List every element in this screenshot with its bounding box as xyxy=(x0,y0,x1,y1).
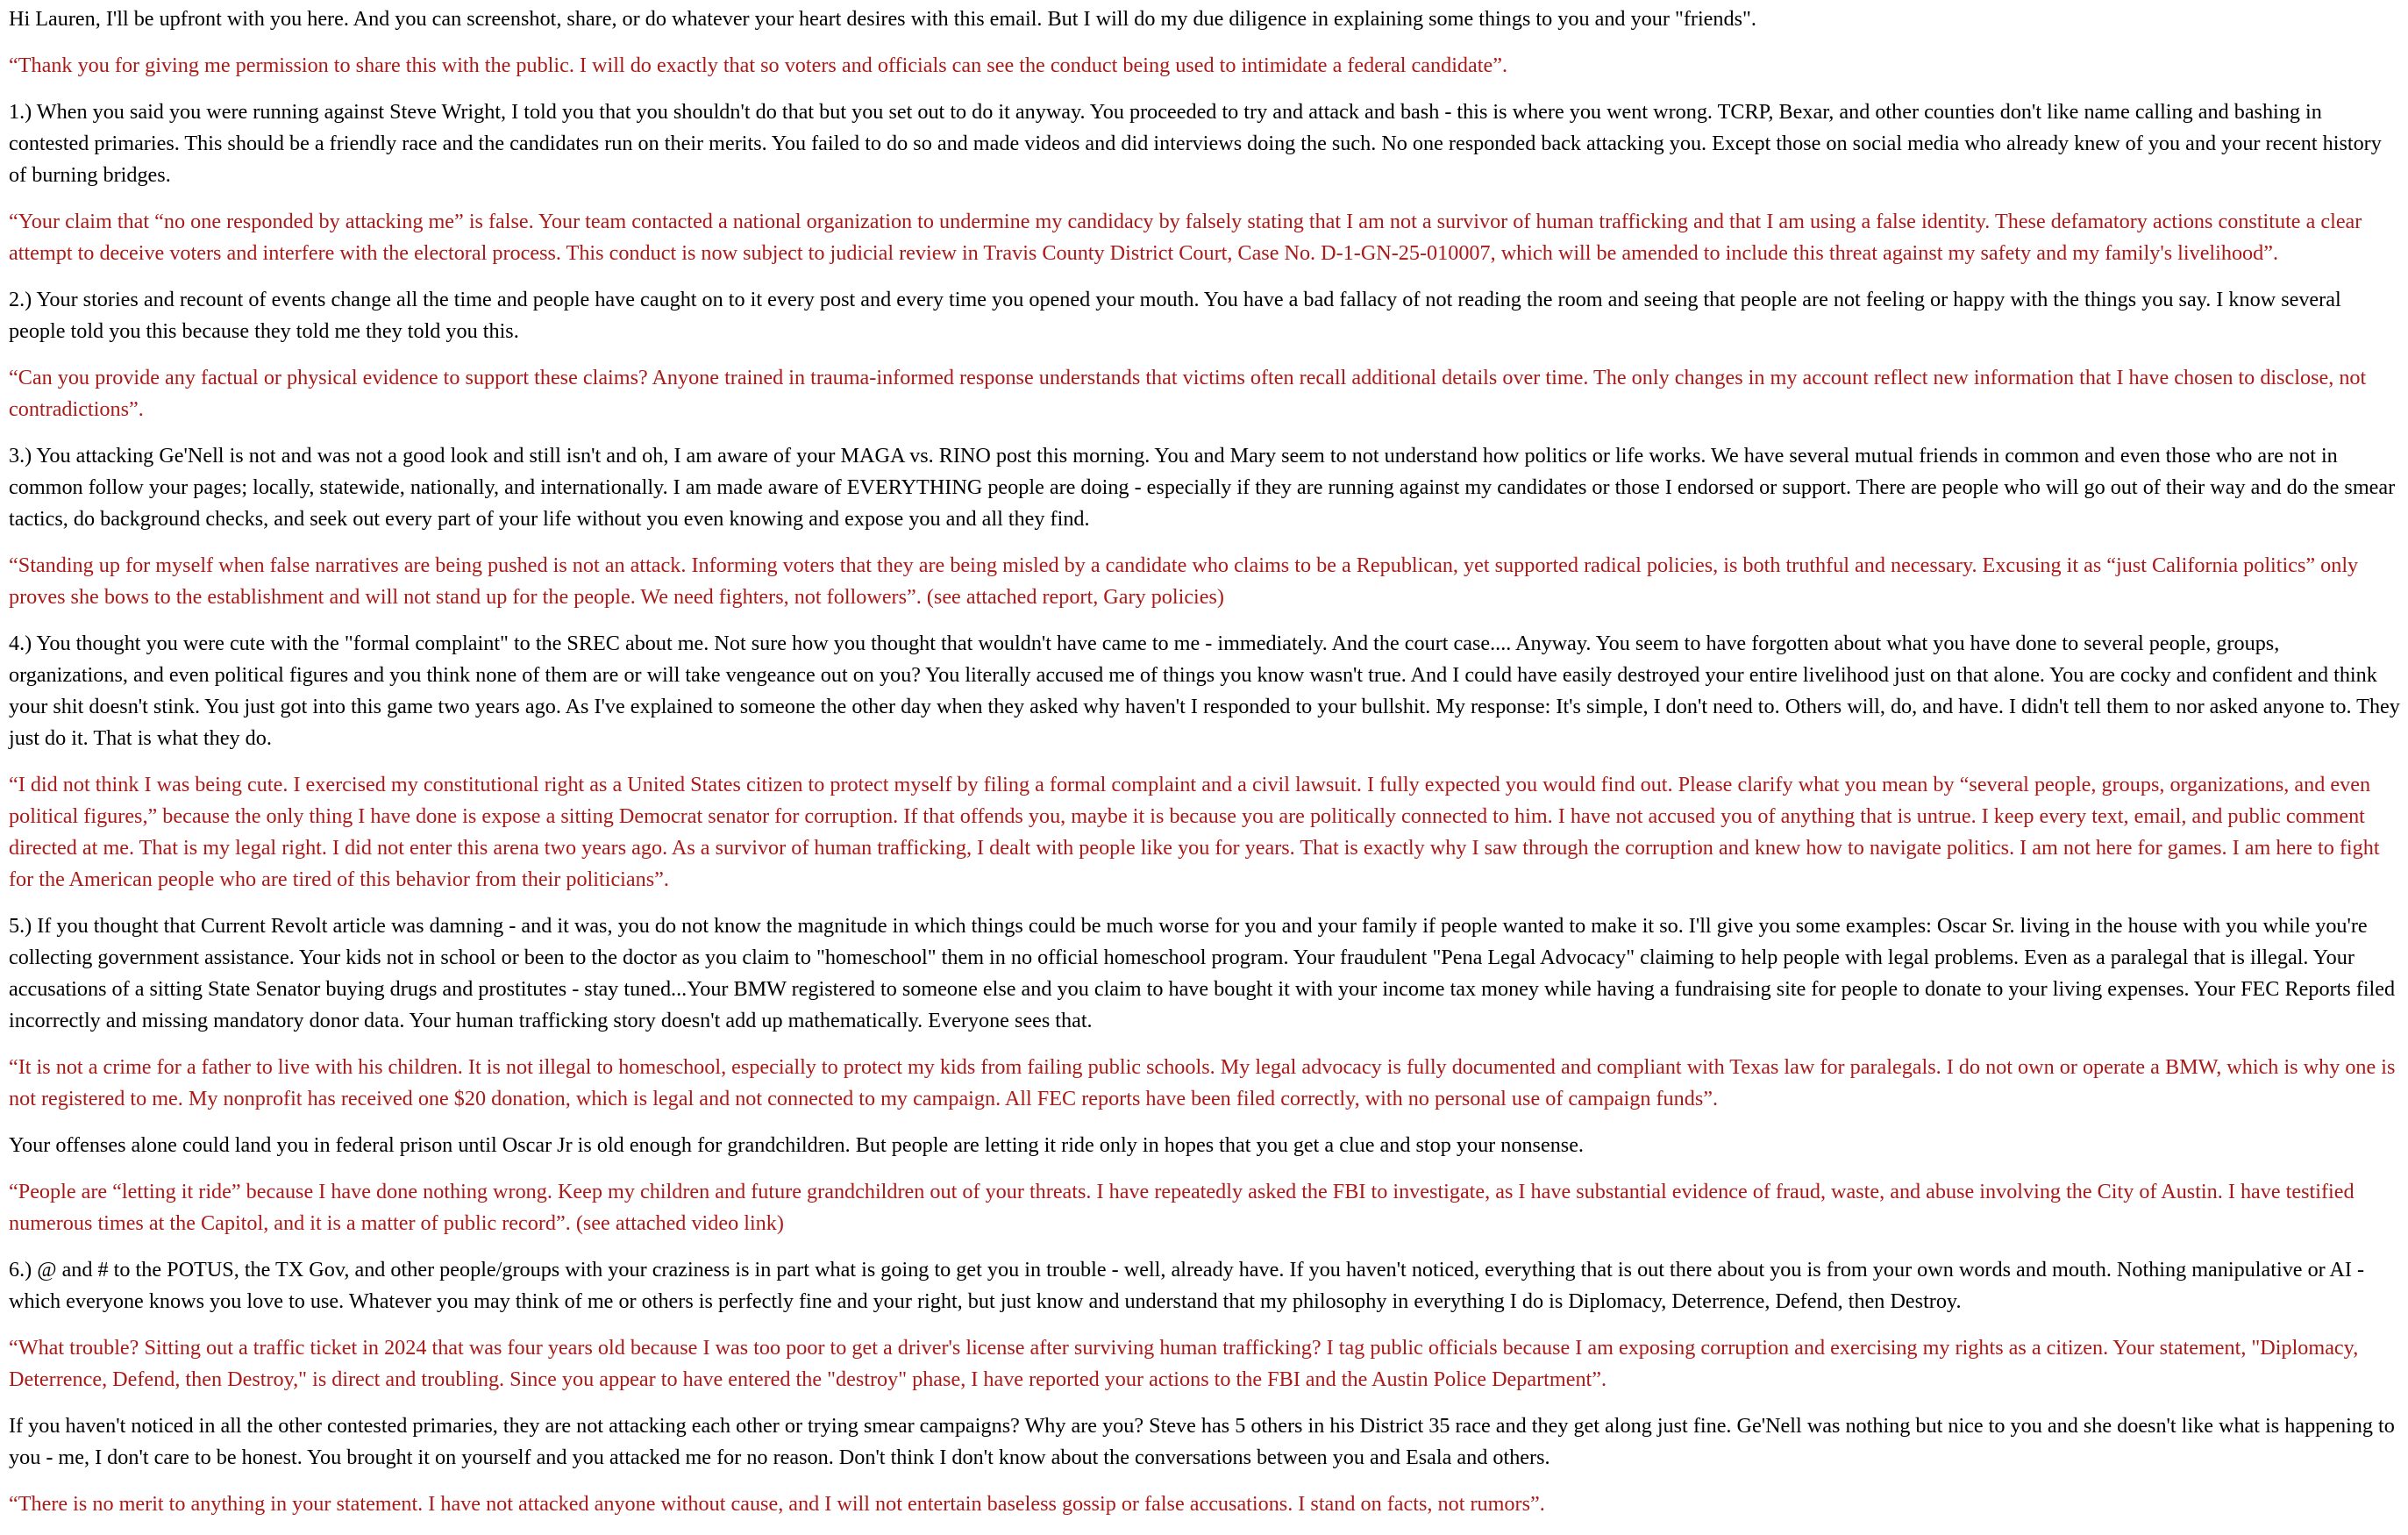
email-paragraph-point-4: 4.) You thought you were cute with the "formal complaint" to the SREC about me. Not sure how you thought that wouldn't have came to me - immediately. And the court case.... Anyway. You seem to have forgotten about what you have done to several people, groups, organizations, and even political figures and you think none of them are or will take vengeance out on you? You literally accused me of things you know wasn't true. And I could have easily destroyed your entire livelihood just on that alone. You are cocky and confident and think your shit doesn't stink. You just got into this game two years ago. As I've explained to someone the other day when they asked why haven't I responded to your bullshit. My response: It's simple, I don't need to. Others will, do, and have. I didn't tell them to nor asked anyone to. They just do it. That is what they do. xyxy=(9,632,2400,750)
email-paragraph-point-3: 3.) You attacking Ge'Nell is not and was not a good look and still isn't and oh, I am aware of your MAGA vs. RINO post this morning. You and Mary seem to not understand how politics or life works. We have several mutual friends in common and even those who are not in common follow your pages; locally, statewide, nationally, and internationally. I am made aware of EVERYTHING people are doing - especially if they are running against my candidates or those I endorsed or support. There are people who will go out of their way and do the smear tactics, do background checks, and seek out every part of your life without you even knowing and expose you and all they find. xyxy=(9,444,2396,531)
email-paragraph-greeting: Hi Lauren, I'll be upfront with you here. And you can screenshot, share, or do whatever your heart desires with this email. But I will do my due diligence in explaining some things to you and your "friends". xyxy=(9,7,1756,31)
reply-paragraph-point-2: “Can you provide any factual or physical evidence to support these claims? Anyone trained in trauma-informed response understands that victims often recall additional details over time. The only changes in my account reflect new information that I have chosen to disclose, not contradictions”. xyxy=(9,366,2367,421)
reply-paragraph-closing: “There is no merit to anything in your statement. I have not attacked anyone without cause, and I will not entertain baseless gossip or false accusations. I stand on facts, not rumors”. xyxy=(9,1492,1545,1516)
reply-paragraph-point-5: “It is not a crime for a father to live with his children. It is not illegal to homeschool, especially to protect my kids from failing public schools. My legal advocacy is fully documented and compliant with Texas law for paralegals. I do not own or operate a BMW, which is why one is not registered to me. My nonprofit has received one $20 donation, which is legal and not connected to my campaign. All FEC reports have been filed correctly, with no personal use of campaign funds”. xyxy=(9,1055,2396,1110)
email-paragraph-point-6: 6.) @ and # to the POTUS, the TX Gov, and other people/groups with your craziness is in part what is going to get you in trouble - well, already have. If you haven't noticed, everything that is out there about you is from your own words and mouth. Nothing manipulative or AI - which everyone knows you love to use. Whatever you may think of me or others is perfectly fine and your right, but just know and understand that my philosophy in everything I do is Diplomacy, Deterrence, Defend, then Destroy. xyxy=(9,1258,2365,1313)
email-paragraph-point-2: 2.) Your stories and recount of events change all the time and people have caught on to it every post and every time you opened your mouth. You have a bad fallacy of not reading the room and seeing that people are not feeling or happy with the things you say. I know several people told you this because they told me they told you this. xyxy=(9,288,2341,343)
email-paragraph-contested-primaries: If you haven't noticed in all the other contested primaries, they are not attacking each other or trying smear campaigns? Why are you? Steve has 5 others in his District 35 race and they get along just fine. Ge'Nell was nothing but nice to you and she doesn't like what is happening to you - me, I don't care to be honest. You brought it on yourself and you attacked me for no reason. Don't think I don't know about the conversations between you and Esala and others. xyxy=(9,1414,2395,1469)
reply-paragraph-permission: “Thank you for giving me permission to share this with the public. I will do exactly that so voters and officials can see the conduct being used to intimidate a federal candidate”. xyxy=(9,54,1507,77)
email-document xyxy=(9,4,2401,1535)
email-paragraph-offenses: Your offenses alone could land you in federal prison until Oscar Jr is old enough for grandchildren. But people are letting it ride only in hopes that you get a clue and stop your nonsense. xyxy=(9,1133,1584,1157)
reply-paragraph-offenses: “People are “letting it ride” because I have done nothing wrong. Keep my children and future grandchildren out of your threats. I have repeatedly asked the FBI to investigate, as I have substantial evidence of fraud, waste, and abuse involving the City of Austin. I have testified numerous times at the Capitol, and it is a matter of public record”. (see attached video link) xyxy=(9,1180,2355,1235)
reply-paragraph-point-4: “I did not think I was being cute. I exercised my constitutional right as a United States citizen to protect myself by filing a formal complaint and a civil lawsuit. I fully expected you would find out. Please clarify what you mean by “several people, groups, organizations, and even political figures,” because the only thing I have done is expose a sitting Democrat senator for corruption. If that offends you, maybe it is because you are politically connected to him. I have not accused you of anything that is untrue. I keep every text, email, and public comment directed at me. That is my legal right. I did not enter this arena two years ago. As a survivor of human trafficking, I dealt with people like you for years. That is exactly why I saw through the corruption and knew how to navigate politics. I am not here for games. I am here to fight for the American people who are tired of this behavior from their politicians”. xyxy=(9,773,2380,891)
reply-paragraph-point-1: “Your claim that “no one responded by attacking me” is false. Your team contacted a national organization to undermine my candidacy by falsely stating that I am not a survivor of human trafficking and that I am using a false identity. These defamatory actions constitute a clear attempt to deceive voters and interfere with the electoral process. This conduct is now subject to judicial review in Travis County District Court, Case No. D-1-GN-25-010007, which will be amended to include this threat against my safety and my family's livelihood”. xyxy=(9,210,2362,265)
email-paragraph-point-1: 1.) When you said you were running against Steve Wright, I told you that you shouldn't do that but you set out to do it anyway. You proceeded to try and attack and bash - this is where you went wrong. TCRP, Bexar, and other counties don't like name calling and bashing in contested primaries. This should be a friendly race and the candidates run on their merits. You failed to do so and made videos and did interviews doing the such. No one responded back attacking you. Except those on social media who already knew of you and your recent history of burning bridges. xyxy=(9,100,2382,187)
email-paragraph-point-5: 5.) If you thought that Current Revolt article was damning - and it was, you do not know the magnitude in which things could be much worse for you and your family if people wanted to make it so. I'll give you some examples: Oscar Sr. living in the house with you while you're collecting government assistance. Your kids not in school or been to the doctor as you claim to "homeschool" them in no official homeschool program. Your fraudulent "Pena Legal Advocacy" claiming to help people with legal problems. Even as a paralegal that is illegal. Your accusations of a sitting State Senator buying drugs and prostitutes - stay tuned...Your BMW registered to someone else and you claim to have bought it with your income tax money while having a fundraising site for people to donate to your living expenses. Your FEC Reports filed incorrectly and missing mandatory donor data. Your human trafficking story doesn't add up mathematically. Everyone sees that. xyxy=(9,914,2396,1032)
reply-paragraph-point-3: “Standing up for myself when false narratives are being pushed is not an attack. Informing voters that they are being misled by a candidate who claims to be a Republican, yet supported radical policies, is both truthful and necessary. Excusing it as “just California politics” only proves she bows to the establishment and will not stand up for the people. We need fighters, not followers”. (see attached report, Gary policies) xyxy=(9,553,2359,609)
reply-paragraph-point-6: “What trouble? Sitting out a traffic ticket in 2024 that was four years old because I was too poor to get a driver's license after surviving human trafficking? I tag public officials because I am exposing corruption and exercising my rights as a citizen. Your statement, "Diplomacy, Deterrence, Defend, then Destroy," is direct and troubling. Since you appear to have entered the "destroy" phase, I have reported your actions to the FBI and the Austin Police Department”. xyxy=(9,1336,2359,1391)
